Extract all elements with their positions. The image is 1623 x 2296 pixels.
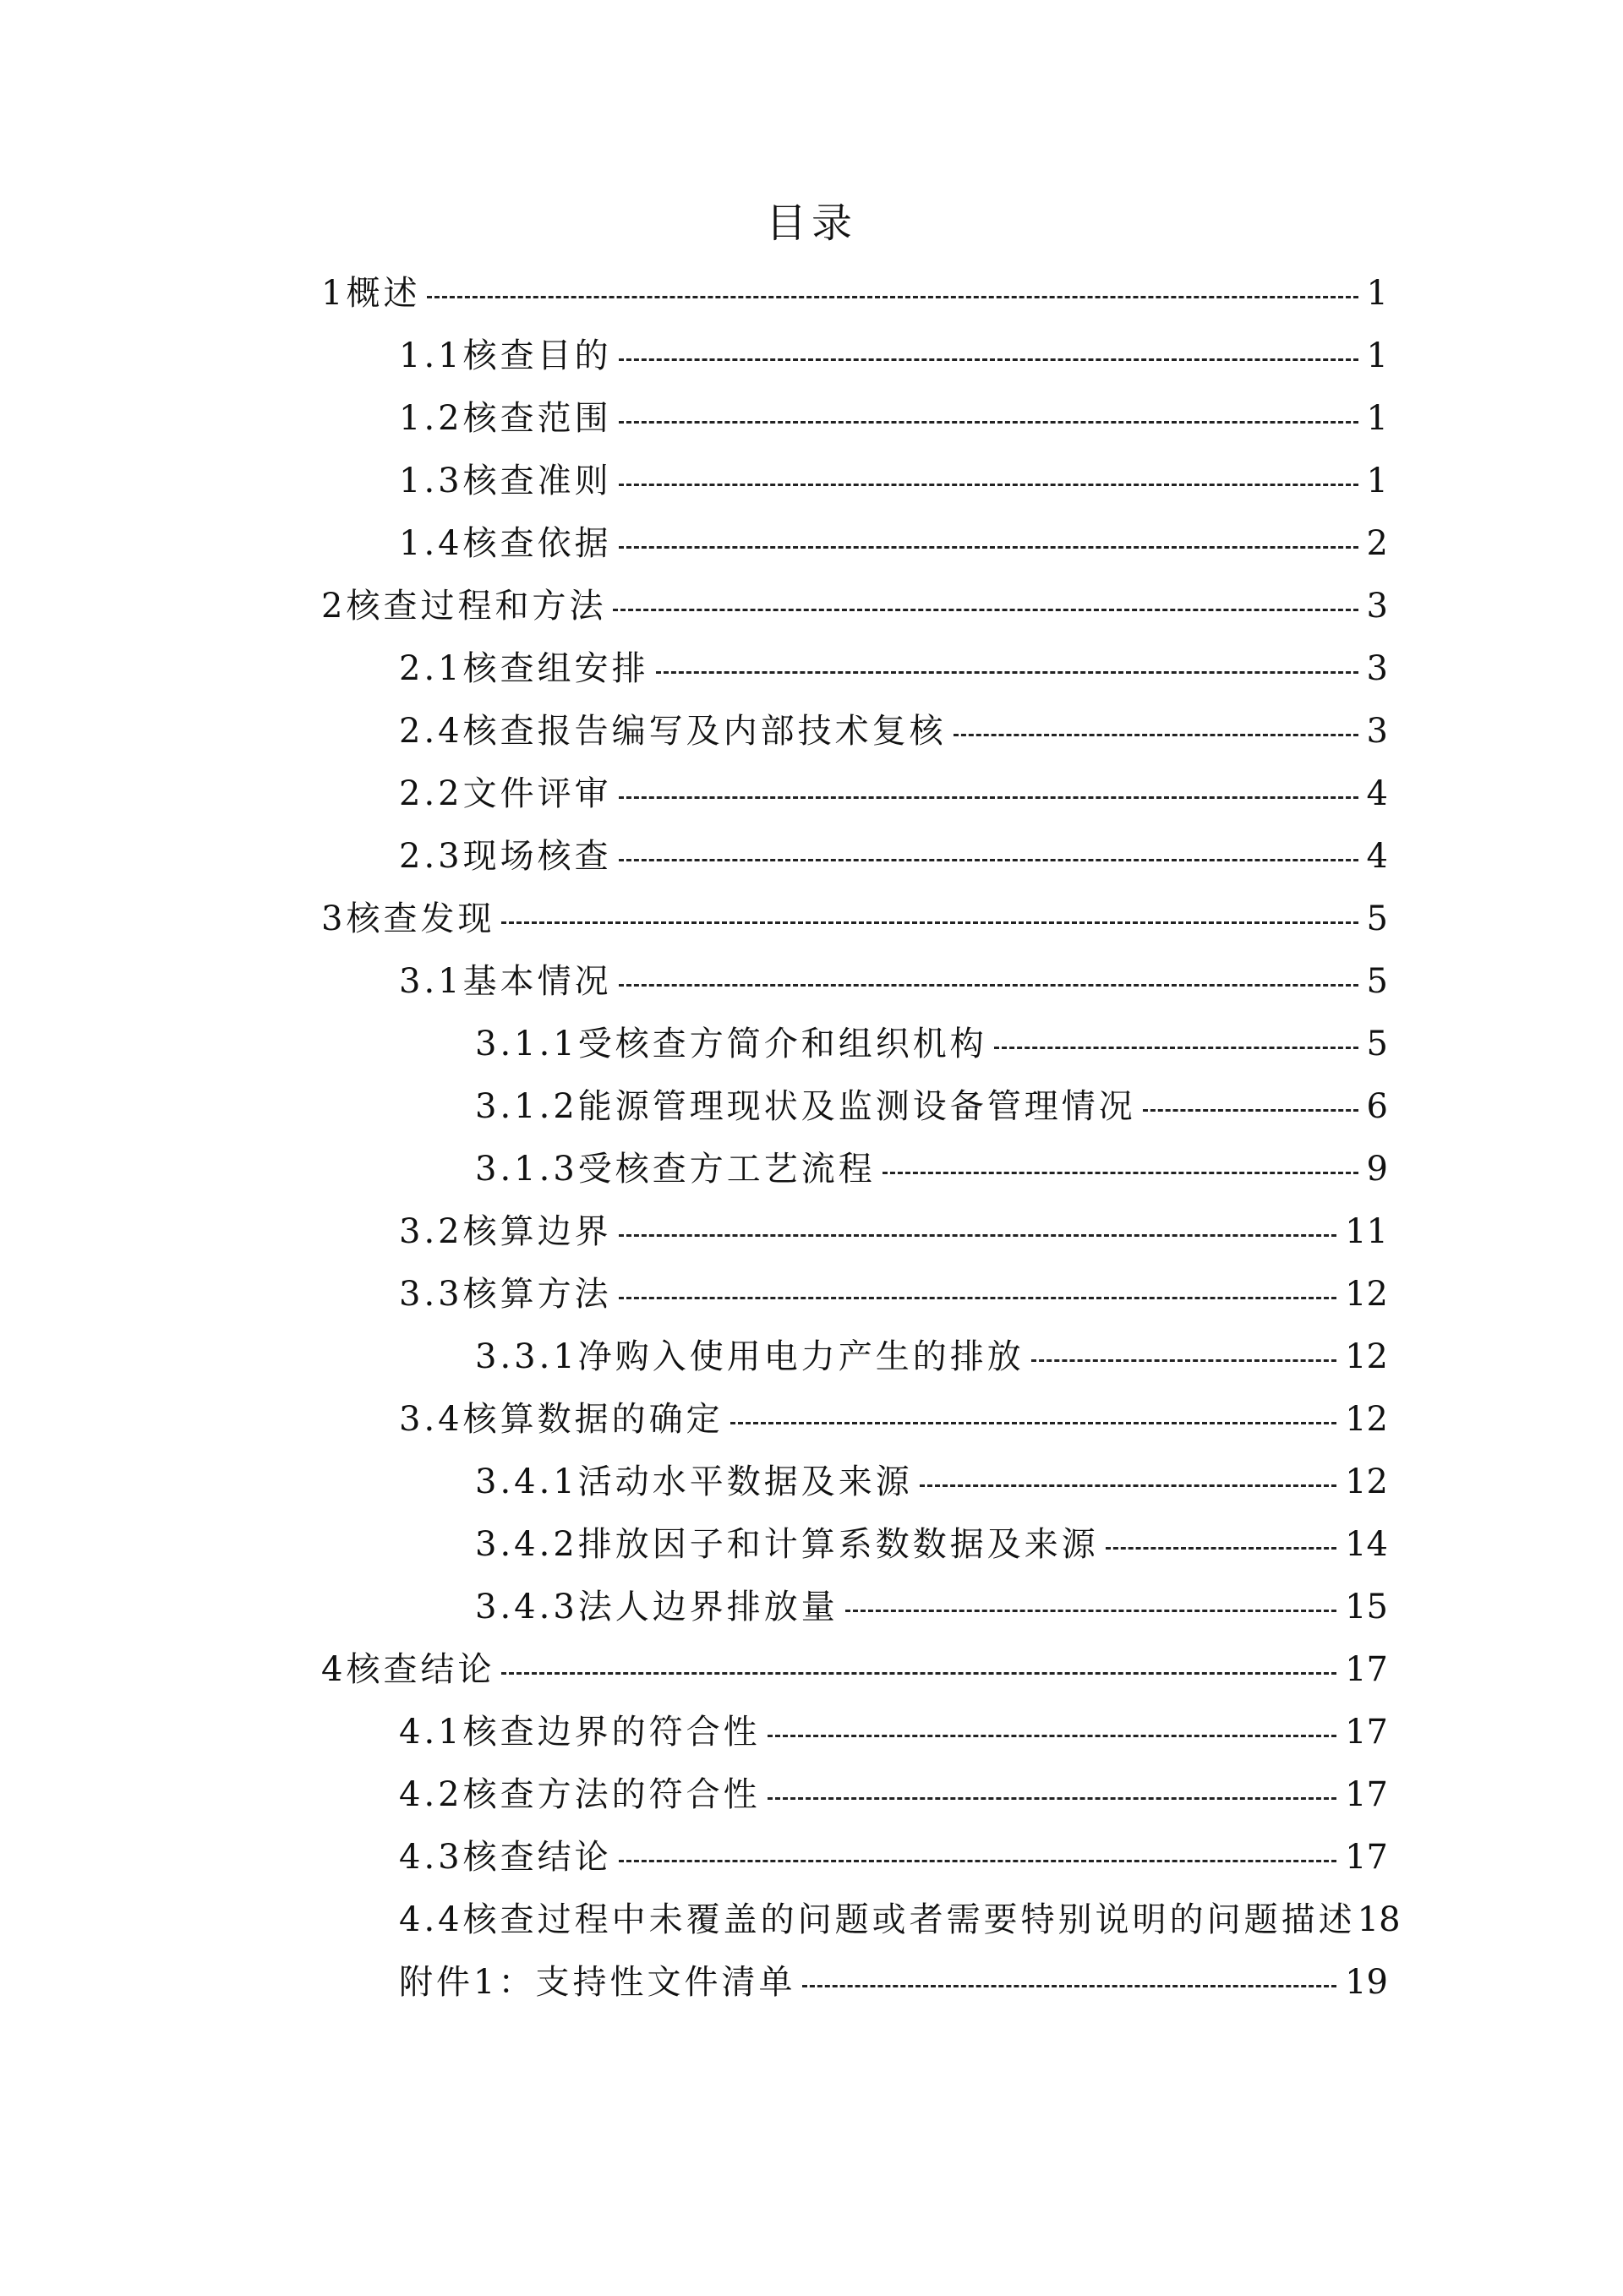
toc-leader-dashes [1143, 1109, 1358, 1112]
toc-entry-label: 3.1.2能源管理现状及监测设备管理情况 [475, 1087, 1136, 1126]
toc-entry-label: 3核查发现 [321, 899, 495, 938]
toc-entry-label: 2.3现场核查 [399, 837, 612, 876]
toc-entry-page-number: 18 [1357, 1900, 1401, 1939]
toc-leader-dashes [619, 859, 1358, 861]
toc-entry[interactable] [475, 1576, 1388, 1638]
toc-entry-label: 1.1核查目的 [399, 336, 612, 375]
toc-entry[interactable] [321, 1638, 1388, 1701]
toc-entry[interactable] [399, 1889, 1401, 1951]
toc-entry-label: 3.3.1净购入使用电力产生的排放 [475, 1337, 1025, 1376]
toc-leader-dashes [619, 546, 1358, 549]
toc-entry-label: 1概述 [321, 274, 421, 313]
toc-entry[interactable] [321, 888, 1388, 950]
toc-entry[interactable] [399, 700, 1388, 763]
toc-entry-label: 4.1核查边界的符合性 [399, 1713, 761, 1752]
toc-leader-dashes [730, 1422, 1336, 1424]
toc-leader-dashes [613, 609, 1358, 611]
toc-entry-page-number: 19 [1345, 1963, 1388, 2002]
toc-entry-page-number: 3 [1366, 649, 1388, 688]
toc-entry-page-number: 17 [1345, 1838, 1388, 1877]
toc-leader-dashes [1031, 1359, 1336, 1362]
toc-entry-page-number: 12 [1345, 1337, 1388, 1376]
toc-leader-dashes [619, 358, 1358, 361]
toc-entry[interactable] [475, 1451, 1388, 1513]
toc-entry-page-number: 5 [1366, 899, 1388, 938]
toc-leader-dashes [883, 1172, 1358, 1174]
toc-leader-dashes [619, 796, 1358, 799]
toc-entry-label: 4核查结论 [321, 1650, 495, 1689]
toc-leader-dashes [619, 421, 1358, 424]
toc-leader-dashes [920, 1484, 1336, 1487]
toc-entry-label: 1.2核查范围 [399, 399, 612, 438]
toc-entry[interactable] [399, 450, 1388, 512]
toc-entry-page-number: 17 [1345, 1713, 1388, 1752]
toc-entry-page-number: 12 [1345, 1400, 1388, 1439]
toc-entry-label: 1.4核查依据 [399, 524, 612, 563]
toc-entry-label: 3.1.1受核查方简介和组织机构 [475, 1025, 987, 1063]
toc-leader-dashes [501, 1672, 1336, 1675]
toc-entry-label: 3.1.3受核查方工艺流程 [475, 1150, 876, 1189]
toc-entry-page-number: 1 [1366, 336, 1388, 375]
toc-entry-label: 3.4.3法人边界排放量 [475, 1588, 839, 1626]
toc-leader-dashes [802, 1985, 1336, 1987]
toc-entry[interactable] [399, 325, 1388, 387]
toc-entry[interactable] [475, 1075, 1388, 1138]
toc-leader-dashes [619, 1297, 1336, 1299]
toc-entry[interactable] [399, 763, 1388, 825]
toc-entry-label: 1.3核查准则 [399, 462, 612, 500]
toc-leader-dashes [845, 1610, 1336, 1612]
toc-entry-label: 2核查过程和方法 [321, 587, 607, 626]
toc-entry[interactable] [399, 1200, 1388, 1263]
toc-entry-page-number: 17 [1345, 1775, 1388, 1814]
toc-entry-page-number: 5 [1366, 1025, 1388, 1063]
toc-entry[interactable] [475, 1013, 1388, 1075]
toc-entry[interactable] [399, 1263, 1388, 1326]
toc-entry-page-number: 14 [1345, 1525, 1388, 1564]
toc-entry[interactable] [475, 1326, 1388, 1388]
toc-entry-page-number: 2 [1366, 524, 1388, 563]
toc-leader-dashes [1106, 1547, 1336, 1550]
toc-entry-page-number: 4 [1366, 774, 1388, 813]
toc-entry-page-number: 1 [1366, 274, 1388, 313]
toc-entry[interactable] [399, 825, 1388, 888]
toc-entry-page-number: 4 [1366, 837, 1388, 876]
toc-entry-page-number: 1 [1366, 462, 1388, 500]
toc-entry-label: 2.4核查报告编写及内部技术复核 [399, 712, 947, 751]
toc-entry-page-number: 12 [1345, 1462, 1388, 1501]
toc-entry[interactable] [399, 387, 1388, 450]
toc-entry-label: 4.2核查方法的符合性 [399, 1775, 761, 1814]
toc-entry[interactable] [399, 1951, 1388, 2014]
toc-entry-label: 3.2核算边界 [399, 1212, 612, 1251]
toc-entry[interactable] [475, 1513, 1388, 1576]
toc-leader-dashes [656, 671, 1358, 674]
toc-leader-dashes [768, 1735, 1336, 1737]
toc-leader-dashes [768, 1797, 1336, 1800]
toc-entry-label: 4.4核查过程中未覆盖的问题或者需要特别说明的问题描述 [399, 1900, 1356, 1939]
toc-leader-dashes [954, 734, 1358, 736]
page-title: 目录 [765, 200, 857, 247]
toc-entry[interactable] [399, 1763, 1388, 1826]
toc-entry[interactable] [399, 1388, 1388, 1451]
toc-leader-dashes [427, 296, 1358, 298]
toc-leader-dashes [994, 1047, 1358, 1049]
toc-entry[interactable] [399, 1701, 1388, 1763]
toc-entry-page-number: 17 [1345, 1650, 1388, 1689]
toc-entry-label: 3.4核算数据的确定 [399, 1400, 724, 1439]
toc-entry[interactable] [399, 512, 1388, 575]
toc-entry-label: 3.4.2排放因子和计算系数数据及来源 [475, 1525, 1099, 1564]
toc-entry-label: 附件1：支持性文件清单 [399, 1963, 796, 2002]
toc-entry-label: 3.3核算方法 [399, 1275, 612, 1314]
toc-entry-label: 3.4.1活动水平数据及来源 [475, 1462, 913, 1501]
toc-entry[interactable] [475, 1138, 1388, 1200]
toc-leader-dashes [501, 921, 1358, 924]
toc-entry-page-number: 15 [1345, 1588, 1388, 1626]
toc-leader-dashes [619, 1234, 1336, 1237]
toc-leader-dashes [619, 984, 1358, 987]
toc-entry-page-number: 9 [1366, 1150, 1388, 1189]
toc-entry[interactable] [399, 637, 1388, 700]
toc-entry[interactable] [321, 262, 1388, 325]
toc-entry-page-number: 6 [1366, 1087, 1388, 1126]
toc-entry-label: 2.2文件评审 [399, 774, 612, 813]
toc-leader-dashes [619, 1860, 1336, 1862]
toc-entry[interactable] [399, 1826, 1388, 1889]
toc-entry-page-number: 5 [1366, 962, 1388, 1001]
toc-entry[interactable] [399, 950, 1388, 1013]
toc-entry-page-number: 1 [1366, 399, 1388, 438]
toc-entry-page-number: 11 [1345, 1212, 1388, 1251]
toc-leader-dashes [619, 484, 1358, 486]
toc-entry-label: 3.1基本情况 [399, 962, 612, 1001]
toc-entry-page-number: 12 [1345, 1275, 1388, 1314]
toc-entry-page-number: 3 [1366, 587, 1388, 626]
toc-entry-label: 2.1核查组安排 [399, 649, 649, 688]
toc-entry-page-number: 3 [1366, 712, 1388, 751]
toc-entry[interactable] [321, 575, 1388, 637]
toc-entry-label: 4.3核查结论 [399, 1838, 612, 1877]
